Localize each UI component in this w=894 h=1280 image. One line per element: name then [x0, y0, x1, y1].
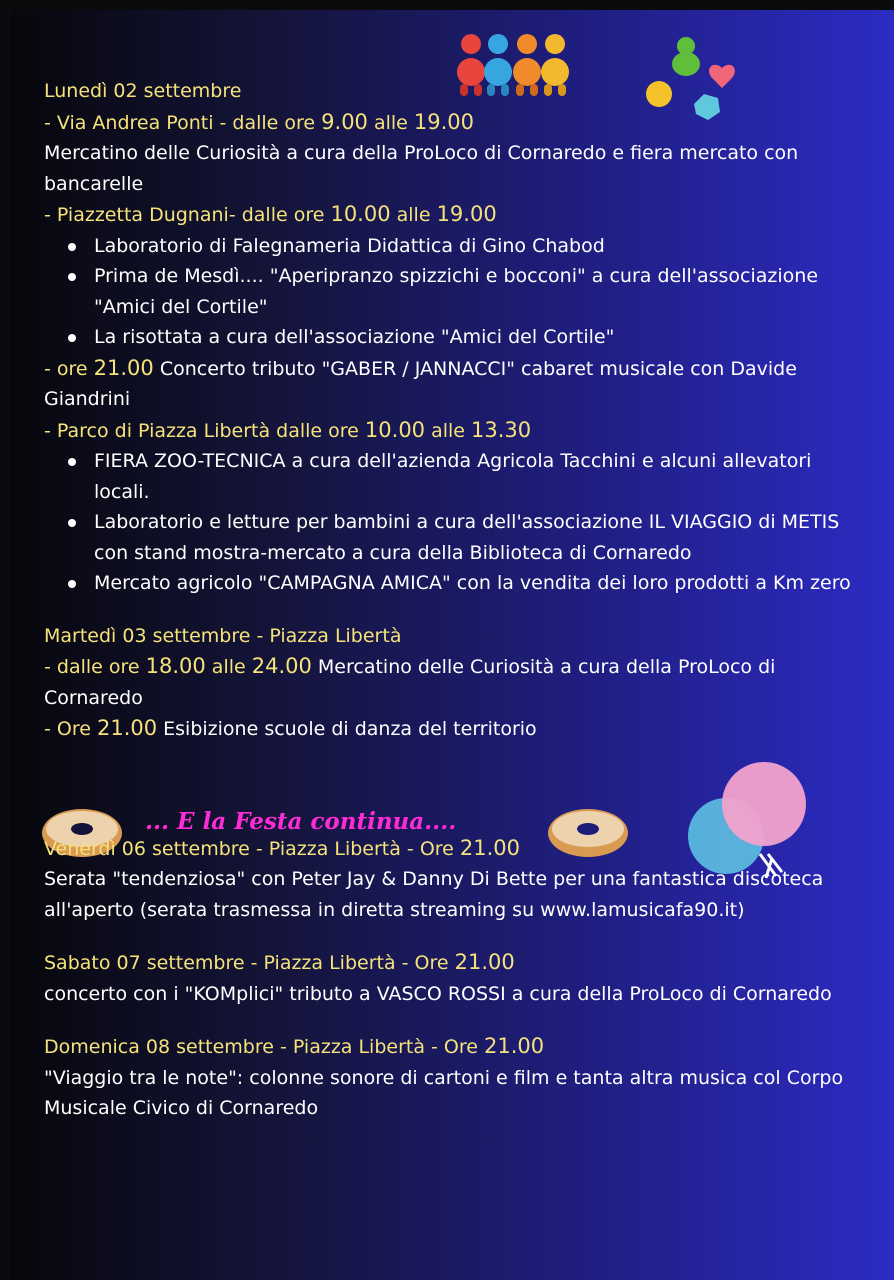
list-item: Laboratorio di Falegnameria Didattica di Gino Chabod — [94, 231, 864, 262]
list-item: Mercato agricolo "CAMPAGNA AMICA" con la vendita dei loro prodotti a Km zero — [94, 568, 864, 599]
list-item: La risottata a cura dell'associazione "Amici del Cortile" — [94, 322, 864, 353]
tuesday-mercatino: - dalle ore 18.00 alle 24.00 Mercatino delle Curiosità a cura della ProLoco di Cornaredo — [44, 654, 776, 709]
list-item: FIERA ZOO-TECNICA a cura dell'azienda Agricola Tacchini e alcuni allevatori locali. — [94, 446, 864, 507]
friday-body: Serata "tendenziosa" con Peter Jay & Danny Di Bette per una fantastica discoteca all'aperto (serata trasmessa in diretta streaming su www.lamusicafa90.it) — [44, 868, 824, 921]
monday-via-ponti: - Via Andrea Ponti - dalle ore 9.00 alle 19.00 — [44, 109, 475, 134]
monday-piazzetta-dugnani: - Piazzetta Dugnani- dalle ore 10.00 alle 19.00 — [44, 202, 497, 226]
sunday-heading: Domenica 08 settembre - Piazza Libertà - Ore 21.00 — [44, 1034, 545, 1058]
saturday-body: concerto con i "KOMplici" tributo a VASCO ROSSI a cura della ProLoco di Cornaredo — [44, 982, 832, 1005]
friday-heading: Venerdì 06 settembre - Piazza Libertà - Ore 21.00 — [44, 835, 521, 860]
sunday-body: "Viaggio tra le note": colonne sonore di cartoni e film e tanta altra musica col Corpo Musicale Civico di Cornaredo — [44, 1066, 844, 1119]
program-content — [44, 76, 864, 1124]
monday-parco: - Parco di Piazza Libertà dalle ore 10.00 alle 13.30 — [44, 417, 532, 442]
tuesday-danza: - Ore 21.00 Esibizione scuole di danza del territorio — [44, 716, 537, 740]
monday-concerto: - ore 21.00 Concerto tributo "GABER / JANNACCI" cabaret musicale con Davide Giandrini — [44, 355, 797, 410]
top-bar — [0, 0, 894, 10]
festa-continua-banner: ... E la Festa continua.... — [145, 808, 457, 835]
saturday-heading: Sabato 07 settembre - Piazza Libertà - Ore 21.00 — [44, 950, 515, 974]
monday-parco-list — [44, 446, 864, 599]
monday-dugnani-list — [44, 231, 864, 353]
tuesday-heading: Martedì 03 settembre - Piazza Libertà — [44, 624, 402, 647]
list-item: Laboratorio e letture per bambini a cura dell'associazione IL VIAGGIO di METIS con stand mostra-mercato a cura della Biblioteca di Cornaredo — [94, 507, 864, 568]
list-item: Prima de Mesdì.... "Aperipranzo spizzichi e bocconi" a cura dell'associazione "Amici del Cortile" — [94, 261, 864, 322]
monday-heading: Lunedì 02 settembre — [44, 80, 242, 102]
monday-mercatino: Mercatino delle Curiosità a cura della ProLoco di Cornaredo e fiera mercato con bancarelle — [44, 142, 799, 195]
